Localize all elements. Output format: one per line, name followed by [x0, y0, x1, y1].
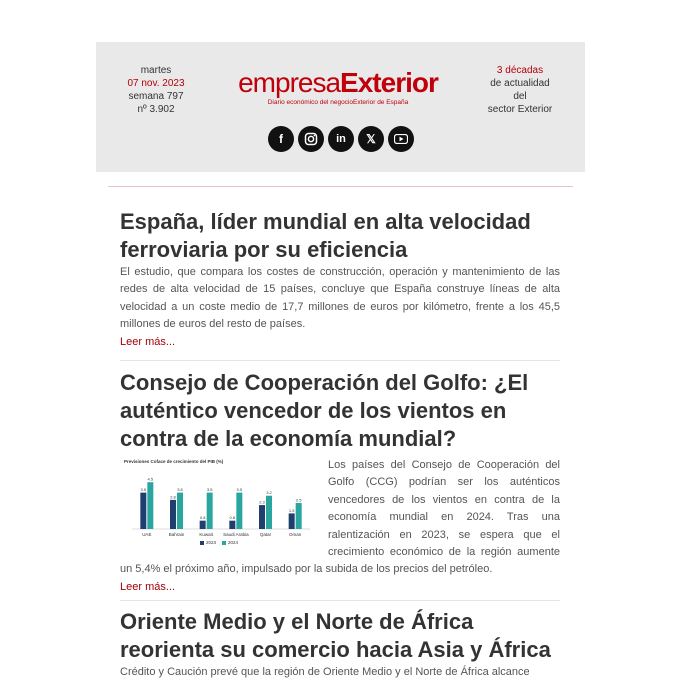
bar-value-label: 0.8: [199, 515, 206, 521]
brand-logo[interactable]: [238, 68, 438, 106]
bar-qatar-2024: [266, 496, 272, 529]
tagline-decades: 3 décadas: [496, 65, 544, 76]
article-2: [120, 369, 560, 595]
logo-light: empresa: [238, 67, 341, 98]
youtube-icon[interactable]: [388, 126, 414, 152]
article-summary: El estudio, que compara los costes de construcción, operación y mantenimiento de las redes de alta velocidad de 15 países, concluye que España construye líneas de alta velocidad a un coste medio de 17,7 millones de euros por kilómetro, frente a los 45,5 millones de euros del resto de países.: [120, 266, 560, 331]
issue-day: martes: [140, 65, 172, 76]
logo-bold: Exterior: [340, 67, 438, 98]
bar-value-label: 3.5: [206, 487, 213, 493]
article-title[interactable]: Consejo de Cooperación del Golfo: ¿El auténtico vencedor de los vientos en contra de la economía mundial?: [120, 370, 529, 451]
article-3: [120, 608, 560, 681]
chart-legend: [200, 540, 238, 545]
tagline-line3: del: [513, 91, 527, 102]
article-1: [120, 208, 560, 350]
article-summary: Crédito y Caución prevé que la región de Oriente Medio y el Norte de África alcance: [120, 666, 530, 678]
bar-value-label: 0.8: [229, 515, 236, 521]
chart-plot: [120, 459, 316, 553]
bar-saudi-arabia-2024: [236, 493, 242, 529]
issue-week: semana 797: [128, 91, 184, 102]
category-label: Qatar: [259, 532, 272, 537]
bar-value-label: 4.5: [147, 476, 154, 482]
logo-tagline: Diario económico del negocioExterior de España: [267, 99, 409, 106]
article-title[interactable]: España, líder mundial en alta velocidad ferroviaria por su eficiencia: [120, 209, 531, 262]
linkedin-icon[interactable]: in: [328, 126, 354, 152]
legend-item-2024: 2024: [222, 540, 238, 545]
bar-uae-2024: [147, 482, 153, 529]
read-more-link[interactable]: Leer más...: [120, 335, 176, 348]
bar-value-label: 3.5: [177, 487, 183, 493]
gdp-growth-chart[interactable]: [120, 459, 316, 553]
bar-uae-2023: [140, 493, 146, 529]
issue-date: 07 nov. 2023: [127, 78, 185, 89]
bar-value-label: 3.5: [140, 487, 147, 493]
bar-kuwait-2024: [207, 493, 213, 529]
article-title[interactable]: Oriente Medio y el Norte de África reorienta su comercio hacia Asia y África: [120, 609, 551, 662]
newsletter-header: [96, 42, 585, 172]
social-links: [266, 126, 416, 152]
read-more-link[interactable]: Leer más...: [120, 580, 176, 593]
chart-title: Previsiones Coface de crecimiento del PIB (%): [124, 459, 224, 464]
bar-value-label: 3.2: [266, 490, 272, 496]
bar-value-label: 2.5: [295, 497, 302, 503]
article-separator: [120, 600, 560, 601]
bar-kuwait-2023: [200, 521, 206, 529]
header-divider: [108, 186, 573, 187]
bar-saudi-arabia-2023: [229, 521, 235, 529]
x-icon[interactable]: 𝕏: [358, 126, 384, 152]
bar-oman-2024: [296, 503, 302, 529]
instagram-icon[interactable]: [298, 126, 324, 152]
issue-info: [96, 64, 216, 116]
facebook-icon[interactable]: f: [268, 126, 294, 152]
issue-number: nº 3.902: [137, 104, 175, 115]
bar-value-label: 3.5: [236, 487, 243, 493]
bar-value-label: 1.5: [288, 507, 295, 513]
category-label: UAE: [142, 532, 152, 537]
bar-bahrain-2023: [170, 500, 176, 529]
tagline-right: [455, 64, 585, 116]
bar-oman-2023: [289, 513, 295, 529]
tagline-line2: de actualidad: [490, 78, 550, 89]
bar-bahrain-2024: [177, 493, 183, 529]
category-label: Bahrain: [168, 532, 185, 537]
tagline-line4: sector Exterior: [487, 104, 553, 115]
article-summary: Los países del Consejo de Cooperación del Golfo (CCG) podrían ser los auténticos vencedores de los vientos en contra de la economía mundial en 2024. Tras una ralentización en 2023, se espera que el crecimiento económico de la región aumente un 5,4% el próximo año, impulsado por la subida de los precios del petróleo.: [120, 459, 560, 576]
article-separator: [120, 360, 560, 361]
category-label: Saudi Arabia: [223, 532, 249, 537]
legend-item-2023: 2023: [200, 540, 216, 545]
category-label: Oman: [289, 532, 302, 537]
bar-value-label: 2.8: [170, 494, 176, 500]
bar-value-label: 2.3: [259, 499, 265, 505]
category-label: Kuwait: [199, 532, 213, 537]
bar-qatar-2023: [259, 505, 265, 529]
